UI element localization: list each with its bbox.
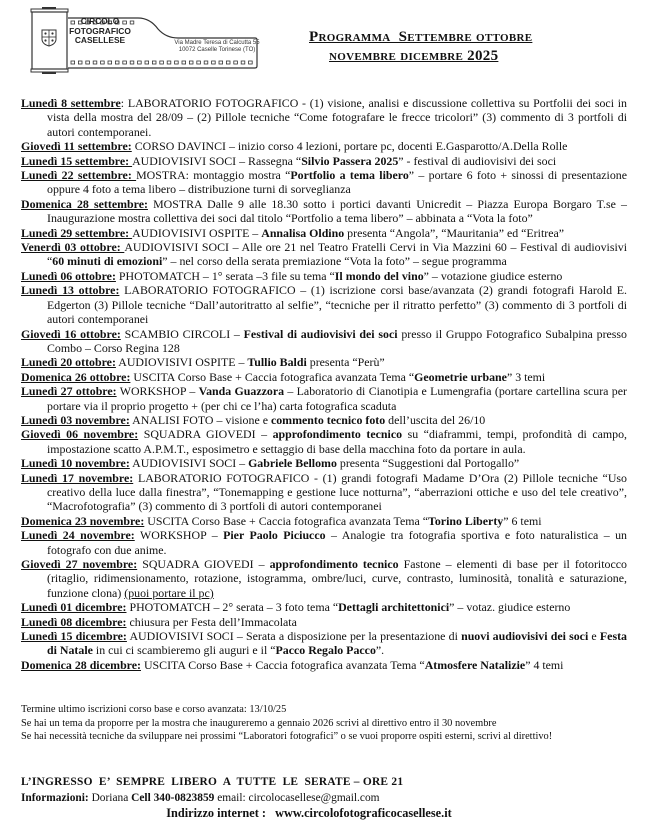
address-line: Via Madre Teresa di Calcutta 55 (174, 40, 260, 46)
program-entry (21, 413, 627, 427)
program-entry (21, 283, 627, 326)
website-line (21, 806, 631, 822)
event-highlight: Pier Paolo Piciucco (223, 528, 326, 543)
event-date: Giovedì 16 ottobre: (21, 326, 121, 341)
event-date: Lunedì 29 settembre: (21, 225, 133, 240)
event-highlight: Torino Liberty (428, 513, 504, 528)
event-highlight: nuovi audiovisivi dei soci (461, 629, 589, 644)
event-text: LABORATORIO FOTOGRAFICO – (1) iscrizione corsi base/avanzata (2) grandi fotografi Harold E. Edgerton (3) Pillole tecniche “Dall’autoritratto al selfie”, “tecniche per il ritratto perfetto” (3) commento di 3 portfoli di autori contemporanei (47, 283, 627, 327)
contact-name: Doriana (91, 791, 129, 804)
event-text: ” 6 temi (503, 513, 542, 528)
event-highlight: Portfolio a tema libero (290, 168, 409, 183)
event-highlight: Vanda Guazzora (198, 384, 285, 399)
note-lab-requests: Se hai necessità tecniche da sviluppare nei prossimi “Laboratori fotografici” o se vuoi proporre ospiti esterni, scrivi al direttivo! (21, 731, 553, 743)
page-title (309, 28, 532, 66)
address-line: 10072 Caselle Torinese (TO) (178, 47, 256, 54)
program-entry (21, 370, 627, 384)
program-entry (21, 600, 627, 614)
club-name-line: CIRCOLO (80, 16, 120, 26)
event-highlight: approfondimento tecnico (272, 427, 403, 442)
email-link[interactable]: circolocasellese@gmail.com (248, 791, 380, 804)
event-text: – Laboratorio di Cianotipia e Lumengrafia (portare cartellina scura per portare via il proprio progetto + (per chi ce l’ha) carta fotografica scaduta (47, 384, 627, 413)
program-entry (21, 658, 627, 672)
program-entry (21, 557, 627, 600)
event-date: Lunedì 13 ottobre: (21, 283, 120, 298)
email-label: email: (217, 791, 246, 804)
event-date: Lunedì 20 ottobre: (21, 355, 116, 370)
event-date: Domenica 28 dicembre: (21, 657, 141, 672)
event-date: Domenica 28 settembre: (21, 196, 148, 211)
event-highlight: Silvio Passera 2025 (301, 153, 399, 168)
event-highlight: Atmosfere Natalizie (424, 657, 526, 672)
event-date: Lunedì 15 settembre: (21, 153, 133, 168)
event-date: Lunedì 17 novembre: (21, 470, 134, 485)
event-text: su “diaframmi, tempi, profondità di campo, impostazione scatto A.P.M.T., esposimetro e settaggio di base della macchina foto da portare in aula. (47, 427, 628, 456)
event-date: Giovedì 27 novembre: (21, 557, 138, 571)
event-highlight: Dettagli architettonici (338, 600, 450, 615)
note-exhibition-theme: Se hai un tema da proporre per la mostra che inaugureremo a gennaio 2026 scrivi al direttivo entro il 30 novembre (21, 717, 497, 729)
event-highlight: Festival di audiovisivi dei soci (243, 326, 398, 341)
program-entry (21, 168, 627, 197)
program-entry (21, 528, 627, 557)
event-text: PHOTOMATCH – 1° serata –3 file su tema “ (118, 268, 335, 283)
event-text: dell’uscita del 26/10 (385, 412, 486, 427)
event-text: chiusura per Festa dell’Immacolata (129, 614, 297, 629)
website-label: Indirizzo internet : (166, 806, 270, 821)
event-text: SQUADRA GIOVEDI – (143, 427, 273, 442)
program-entry (21, 514, 627, 528)
event-text: Fastone – elementi di base per il fotoritocco (ritaglio, ridimensionamento, rotazione, istogramma, ombre/luci, curve, contrasto, luminosità, tonalità e saturazione, funzione clona) (47, 557, 627, 600)
event-date: Lunedì 01 dicembre: (21, 600, 127, 615)
event-text: LABORATORIO FOTOGRAFICO - (1) visione, analisi e discussione collettiva su Portfolii dei soci in vista della mostra del 28/09 – (2) Pillole tecniche “Come fotografare le frecce tricolori” (3) commento di 3 portfoli di autori contemporanei. (47, 96, 627, 139)
program-entry (21, 471, 627, 514)
event-date: Venerdì 03 ottobre: (21, 240, 125, 255)
event-text: presenta “Suggestioni dal Portogallo” (336, 456, 520, 471)
program-entry (21, 456, 627, 470)
event-highlight: Geometrie urbane (414, 369, 507, 384)
event-text: ANALISI FOTO – visione e (132, 412, 271, 427)
program-entry (21, 615, 627, 629)
event-text: ” 4 temi (525, 657, 564, 672)
event-text: LABORATORIO FOTOGRAFICO - (1) grandi fotografi Madame D’Ora (2) Pillole tecniche “Uso creativo della luce dalla finestra”, “Tonemapping e gestione luce notturna”, “aberrazioni ottiche e uso del tele creativo”, “Macrofotografia” (3) commento di 3 portfoli di autori contemporanei (47, 470, 627, 514)
event-highlight: Il mondo del vino (334, 268, 424, 283)
event-highlight: Annalisa Oldino (261, 225, 345, 240)
title-line-1: Programma Settembre ottobre (309, 29, 533, 45)
free-entrance-notice: L’INGRESSO E’ SEMPRE LIBERO A TUTTE LE SERATE – ORE 21 (21, 776, 404, 788)
event-date: Lunedì 22 settembre: (21, 168, 137, 183)
event-highlight: Tullio Baldi (247, 355, 307, 370)
date-separator: : (120, 96, 128, 110)
event-highlight: commento tecnico foto (270, 412, 386, 427)
event-text: WORKSHOP – (119, 384, 199, 399)
title-line-2: novembre dicembre 2025 (329, 48, 499, 64)
event-text: PHOTOMATCH – 2° serata – 3 foto tema “ (129, 600, 339, 615)
event-date: Lunedì 15 dicembre: (21, 629, 127, 644)
event-text: USCITA Corso Base + Caccia fotografica avanzata Tema “ (143, 657, 425, 672)
event-note: (puoi portare il pc) (124, 585, 214, 600)
event-text: ” - festival di audiovisivi dei soci (398, 153, 557, 168)
event-text: presso il Gruppo Fotografico Subalpina presso Combo – Corso Regina 128 (47, 326, 628, 355)
event-text: AUDIOVISIVI SOCI – (132, 456, 249, 471)
event-text: ”. (375, 643, 385, 658)
event-text: CORSO DAVINCI – inizio corso 4 lezioni, portare pc, docenti E.Gasparotto/A.Della Rolle (134, 139, 568, 154)
program-list (21, 96, 627, 672)
info-label: Informazioni: (21, 791, 89, 804)
event-date: Domenica 23 novembre: (21, 513, 145, 528)
program-entry (21, 355, 627, 369)
club-name-line: CASELLESE (74, 35, 126, 46)
event-highlight: Gabriele Bellomo (248, 456, 337, 471)
event-text: USCITA Corso Base + Caccia fotografica avanzata Tema “ (133, 369, 415, 384)
event-date: Lunedì 10 novembre: (21, 456, 130, 471)
event-text: SQUADRA GIOVEDI – (142, 557, 270, 571)
event-highlight: Pacco Regalo Pacco (275, 643, 376, 658)
event-text: USCITA Corso Base + Caccia fotografica avanzata Tema “ (147, 513, 429, 528)
event-text: in cui ci scambieremo gli auguri e il “ (92, 643, 276, 658)
event-text: MOSTRA Dalle 9 alle 18.30 sotto i portici davanti Unicredit – Piazza Europa Borgaro T.se – Inaugurazione mostra collettiva dei soci dal titolo “Portfolio a tema libero” – abbinata a “Vota la foto” (47, 196, 627, 226)
event-date: Lunedì 03 novembre: (21, 412, 130, 427)
club-name (68, 17, 132, 46)
event-text: AUDIOVISIVI SOCI – Serata a disposizione per la presentazione di (129, 629, 462, 644)
event-text: AUDIOVISIVI SOCI – Rassegna “ (132, 153, 302, 168)
footer (21, 775, 631, 822)
event-text: WORKSHOP – (139, 528, 224, 543)
program-entry (21, 427, 627, 456)
event-date: Domenica 26 ottobre: (21, 369, 131, 384)
event-highlight: 60 minuti di emozioni (52, 254, 163, 269)
event-text: presenta “Angola”, “Mauritania” ed “Eritrea” (344, 225, 565, 240)
event-text: AUDIOVISIVI SOCI – Alle ore 21 nel Teatro Fratelli Cervi in Via Mazzini 60 – Festival di audiovisivi “ (47, 240, 628, 269)
event-text: AUDIOVISIVI OSPITE – (118, 355, 248, 370)
event-text: presenta “Perù” (306, 355, 385, 370)
event-date: Lunedì 8 settembre (21, 96, 121, 110)
event-text: ” – nel corso della serata premiazione “Vota la foto” – segue programma (162, 254, 507, 269)
program-entry (21, 629, 627, 658)
note-enrollment-deadline: Termine ultimo iscrizioni corso base e corso avanzata: 13/10/25 (21, 704, 287, 715)
program-entry (21, 154, 627, 168)
contact-info (21, 791, 631, 807)
event-date: Lunedì 06 ottobre: (21, 268, 116, 283)
event-text: MOSTRA: montaggio mostra “ (136, 168, 291, 183)
club-name-line: FOTOGRAFICO (69, 25, 131, 36)
program-entry (21, 327, 627, 356)
event-date: Lunedì 24 novembre: (21, 528, 135, 543)
event-text: – Analogie tra fotografia sportiva e foto naturalistica – un fotografo con due anime. (47, 528, 627, 557)
cell-number[interactable]: Cell 340-0823859 (131, 791, 215, 804)
event-date: Lunedì 27 ottobre: (21, 384, 117, 399)
event-date: Lunedì 08 dicembre: (21, 614, 127, 629)
program-entry (21, 197, 627, 226)
event-date: Giovedì 11 settembre: (21, 139, 132, 154)
program-entry (21, 226, 627, 240)
website-link[interactable]: www.circolofotograficocasellese.it (275, 806, 452, 821)
event-highlight: approfondimento tecnico (269, 557, 399, 571)
club-address (144, 40, 290, 55)
event-highlight: Festa di Natale (47, 629, 627, 658)
program-entry (21, 96, 627, 139)
event-text: ” – portare 6 foto + sinossi di presentazione oppure 4 foto a tema libero – distribuzione turni di sorveglianza (47, 168, 627, 197)
event-text: SCAMBIO CIRCOLI – (124, 326, 244, 341)
event-text: e (588, 629, 600, 644)
program-entry (21, 139, 627, 153)
club-logo (28, 5, 263, 75)
event-text: AUDIOVISIVI OSPITE – (132, 225, 262, 240)
event-text: ” – votazione giudice esterno (423, 268, 563, 283)
event-text: ” – votaz. giudice esterno (449, 600, 571, 615)
program-entry (21, 240, 627, 269)
program-entry (21, 269, 627, 283)
notes (21, 703, 631, 744)
program-entry (21, 384, 627, 413)
event-date: Giovedì 06 novembre: (21, 427, 139, 442)
event-text: ” 3 temi (506, 369, 546, 384)
